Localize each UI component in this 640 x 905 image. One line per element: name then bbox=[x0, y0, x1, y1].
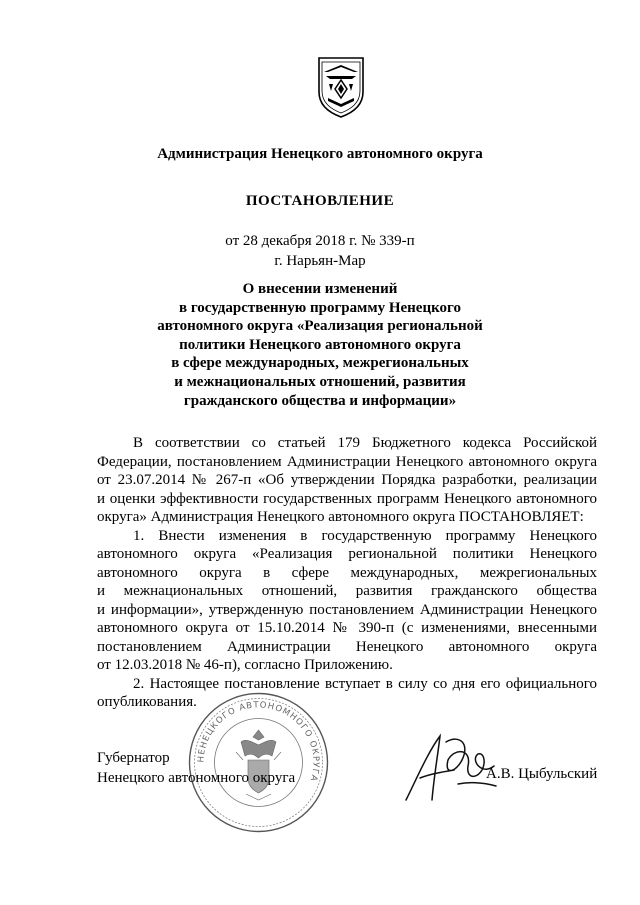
document-body bbox=[97, 434, 597, 712]
body-line: автономного округа «Реализация региональной политики Ненецкого bbox=[97, 546, 597, 562]
position-line: Ненецкого автономного округа bbox=[97, 770, 296, 786]
body-line: от 23.07.2014 № 267-п «Об утверждении Порядка разработки, реализации bbox=[97, 472, 597, 488]
signatory-position bbox=[97, 748, 295, 788]
body-line: округа» Администрация Ненецкого автономного округа ПОСТАНОВЛЯЕТ: bbox=[97, 509, 584, 525]
signatory-name: А.В. Цыбульский bbox=[486, 766, 598, 782]
body-line: Федерации, постановлением Администрации Ненецкого автономного округа bbox=[97, 453, 597, 470]
body-line: 1. Внести изменения в государственную программу Ненецкого bbox=[133, 527, 597, 544]
seal-text: НЕНЕЦКОГО АВТОНОМНОГО ОКРУГА bbox=[196, 700, 321, 783]
coat-of-arms-icon bbox=[316, 56, 366, 118]
body-line: постановлением Администрации Ненецкого автономного округа bbox=[97, 638, 597, 655]
title-line: автономного округа «Реализация региональной bbox=[157, 318, 483, 335]
document-type: ПОСТАНОВЛЕНИЕ bbox=[245, 193, 395, 209]
title-line: в государственную программу Ненецкого bbox=[179, 299, 461, 316]
organization-name: Администрация Ненецкого автономного округа bbox=[157, 146, 483, 162]
city: г. Нарьян-Мар bbox=[274, 253, 366, 269]
body-line: 2. Настоящее постановление вступает в силу со дня его официального bbox=[133, 675, 597, 692]
title-line: политики Ненецкого автономного округа bbox=[179, 336, 461, 353]
body-line: и межнациональных отношений, развития гражданского общества bbox=[97, 583, 597, 599]
position-line: Губернатор bbox=[97, 750, 170, 766]
title-line: О внесении изменений bbox=[242, 281, 398, 297]
body-line: и оценки эффективности государственных программ Ненецкого автономного bbox=[97, 490, 597, 507]
title-line: в сфере международных, межрегиональных bbox=[171, 355, 469, 372]
document-title bbox=[0, 280, 640, 410]
body-line: опубликования. bbox=[97, 694, 197, 710]
body-line: В соответствии со статьей 179 Бюджетного кодекса Российской bbox=[133, 435, 597, 451]
date-number: от 28 декабря 2018 г. № 339-п bbox=[225, 233, 415, 249]
body-line: от 12.03.2018 № 46-п), согласно Приложению. bbox=[97, 657, 393, 673]
body-line: автономного округа в сфере международных, межрегиональных bbox=[97, 564, 597, 581]
title-line: и межнациональных отношений, развития bbox=[174, 373, 466, 390]
title-line: гражданского общества и информации» bbox=[183, 392, 457, 409]
body-line: автономного округа от 15.10.2014 № 390-п (с изменениями, внесенными bbox=[97, 620, 597, 636]
body-line: и информации», утвержденную постановлением Администрации Ненецкого bbox=[97, 601, 597, 618]
